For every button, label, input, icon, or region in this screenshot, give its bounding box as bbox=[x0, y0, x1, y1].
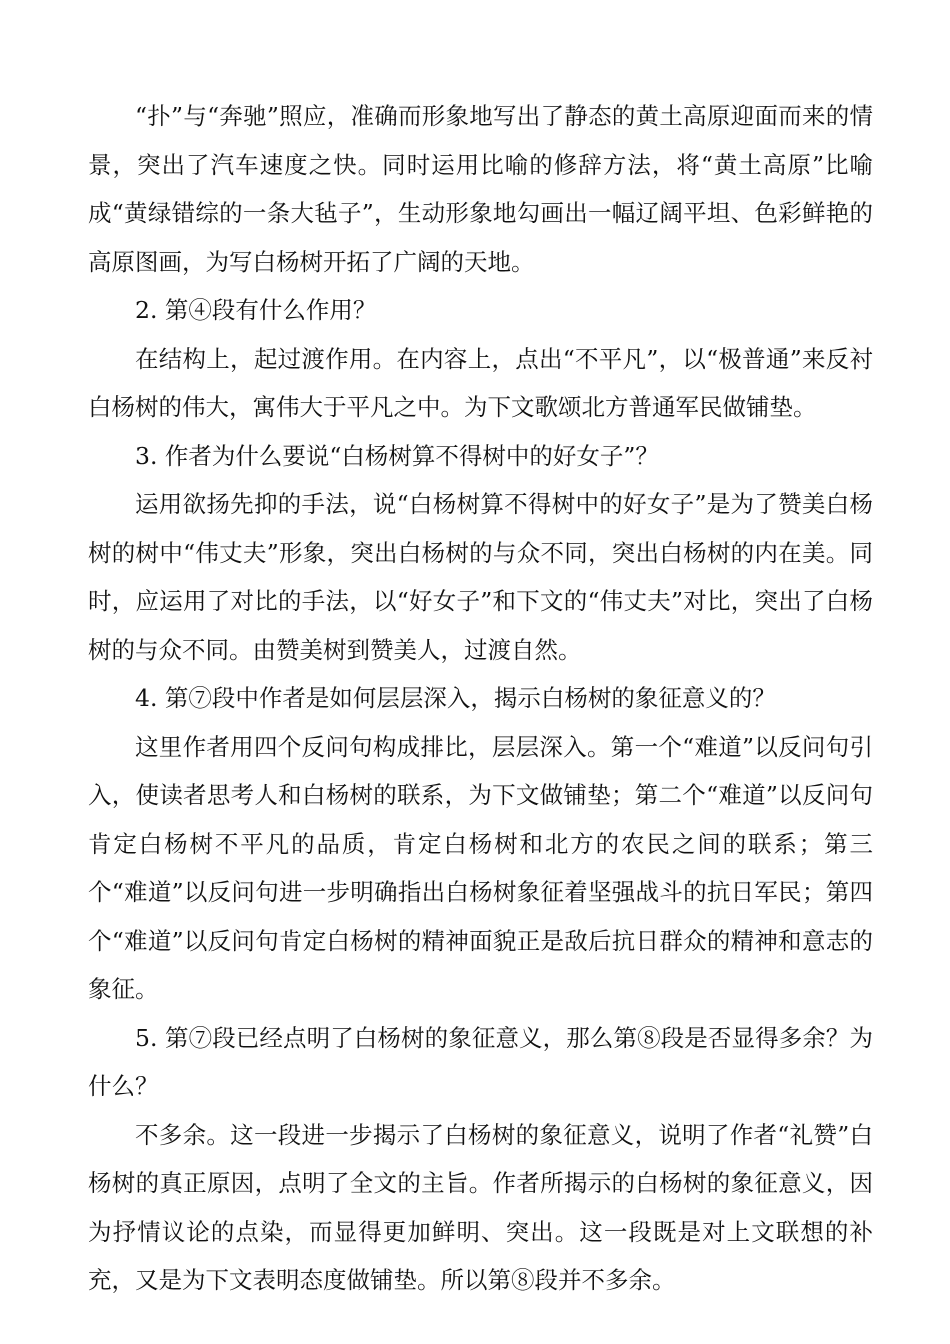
document-body bbox=[88, 92, 873, 1305]
question-3: 3. 作者为什么要说“白杨树算不得树中的好女子”？ bbox=[135, 441, 659, 470]
question-4: 4. 第⑦段中作者是如何层层深入，揭示白杨树的象征意义的？ bbox=[135, 684, 776, 712]
question-2: 2. 第④段有什么作用？ bbox=[135, 296, 377, 324]
answer-paragraph-4: 这里作者用四个反问句构成排比，层层深入。第一个“难道”以反问句引入，使读者思考人和白杨树的联系，为下文做铺垫；第二个“难道”以反问句肯定白杨树不平凡的品质，肯定白杨树和北方的农民之间的联系；第三个“难道”以反问句进一步明确指出白杨树象征着坚强战斗的抗日军民；第四个“难道”以反问句肯定白杨树的精神面貌正是敌后抗日群众的精神和意志的象征。 bbox=[88, 732, 873, 1003]
question-5: 5. 第⑦段已经点明了白杨树的象征意义，那么第⑧段是否显得多余？为什么？ bbox=[88, 1023, 873, 1100]
answer-paragraph-1: “扑”与“奔驰”照应，准确而形象地写出了静态的黄土高原迎面而来的情景，突出了汽车速度之快。同时运用比喻的修辞方法，将“黄土高原”比喻成“黄绿错综的一条大毡子”，生动形象地勾画出一幅辽阔平坦、色彩鲜艳的高原图画，为写白杨树开拓了广阔的天地。 bbox=[88, 102, 873, 276]
answer-paragraph-5: 不多余。这一段进一步揭示了白杨树的象征意义，说明了作者“礼赞”白杨树的真正原因，点明了全文的主旨。作者所揭示的白杨树的象征意义，因为抒情议论的点染，而显得更加鲜明、突出。这一段既是对上文联想的补充，又是为下文表明态度做铺垫。所以第⑧段并不多余。 bbox=[88, 1120, 873, 1294]
answer-paragraph-3: 运用欲扬先抑的手法，说“白杨树算不得树中的好女子”是为了赞美白杨树的树中“伟丈夫”形象，突出白杨树的与众不同，突出白杨树的内在美。同时，应运用了对比的手法，以“好女子”和下文的“伟丈夫”对比，突出了白杨树的与众不同。由赞美树到赞美人，过渡自然。 bbox=[88, 490, 873, 664]
answer-paragraph-2: 在结构上，起过渡作用。在内容上，点出“不平凡”，以“极普通”来反衬白杨树的伟大，寓伟大于平凡之中。为下文歌颂北方普通军民做铺垫。 bbox=[88, 344, 873, 421]
